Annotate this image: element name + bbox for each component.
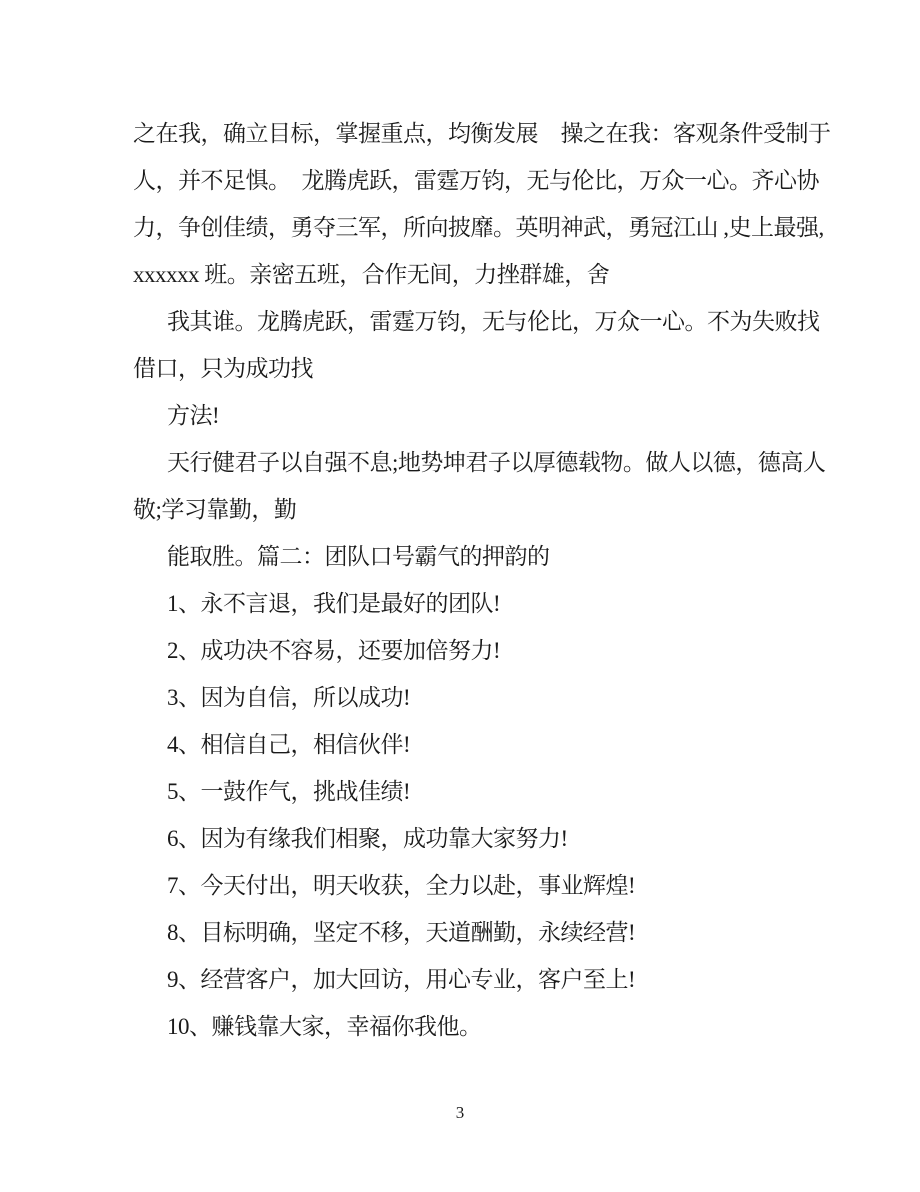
document-body bbox=[133, 110, 845, 1050]
text-line: 10、赚钱靠大家，幸福你我他。 bbox=[167, 1014, 482, 1039]
text-line: 借口，只为成功找 bbox=[133, 356, 313, 381]
text-line: 人，并不足惧。 龙腾虎跃，雷霆万钧，无与伦比，万众一心。齐心协 bbox=[133, 168, 819, 193]
text-line: 我其谁。龙腾虎跃，雷霆万钧，无与伦比，万众一心。不为失败找 bbox=[167, 309, 820, 334]
page-number: 3 bbox=[455, 1103, 465, 1122]
text-line: 敬;学习靠勤，勤 bbox=[133, 497, 297, 522]
text-line: 6、因为有缘我们相聚，成功靠大家努力! bbox=[167, 826, 568, 851]
text-line: 4、相信自己，相信伙伴! bbox=[167, 732, 411, 757]
text-line: 力，争创佳绩，勇夺三军，所向披靡。英明神武，勇冠江山 ,史上最强, bbox=[133, 215, 824, 240]
text-line: 8、目标明确，坚定不移，天道酬勤，永续经营! bbox=[167, 920, 636, 945]
text-line: 3、因为自信，所以成功! bbox=[167, 685, 411, 710]
text-line: 2、成功决不容易，还要加倍努力! bbox=[167, 638, 501, 663]
text-line: 1、永不言退，我们是最好的团队! bbox=[167, 591, 501, 616]
text-line: 天行健君子以自强不息;地势坤君子以厚德载物。做人以德，德高人 bbox=[167, 450, 826, 475]
text-line: 9、经营客户，加大回访，用心专业，客户至上! bbox=[167, 967, 636, 992]
text-line: 方法! bbox=[167, 403, 220, 428]
text-line: 7、今天付出，明天收获，全力以赴，事业辉煌! bbox=[167, 873, 636, 898]
text-line: 能取胜。篇二：团队口号霸气的押韵的 bbox=[167, 544, 550, 569]
text-line: 之在我，确立目标，掌握重点，均衡发展 操之在我：客观条件受制于 bbox=[133, 121, 831, 146]
text-line: 5、一鼓作气，挑战佳绩! bbox=[167, 779, 411, 804]
text-line: xxxxxx 班。亲密五班，合作无间，力挫群雄，舍 bbox=[133, 262, 610, 287]
